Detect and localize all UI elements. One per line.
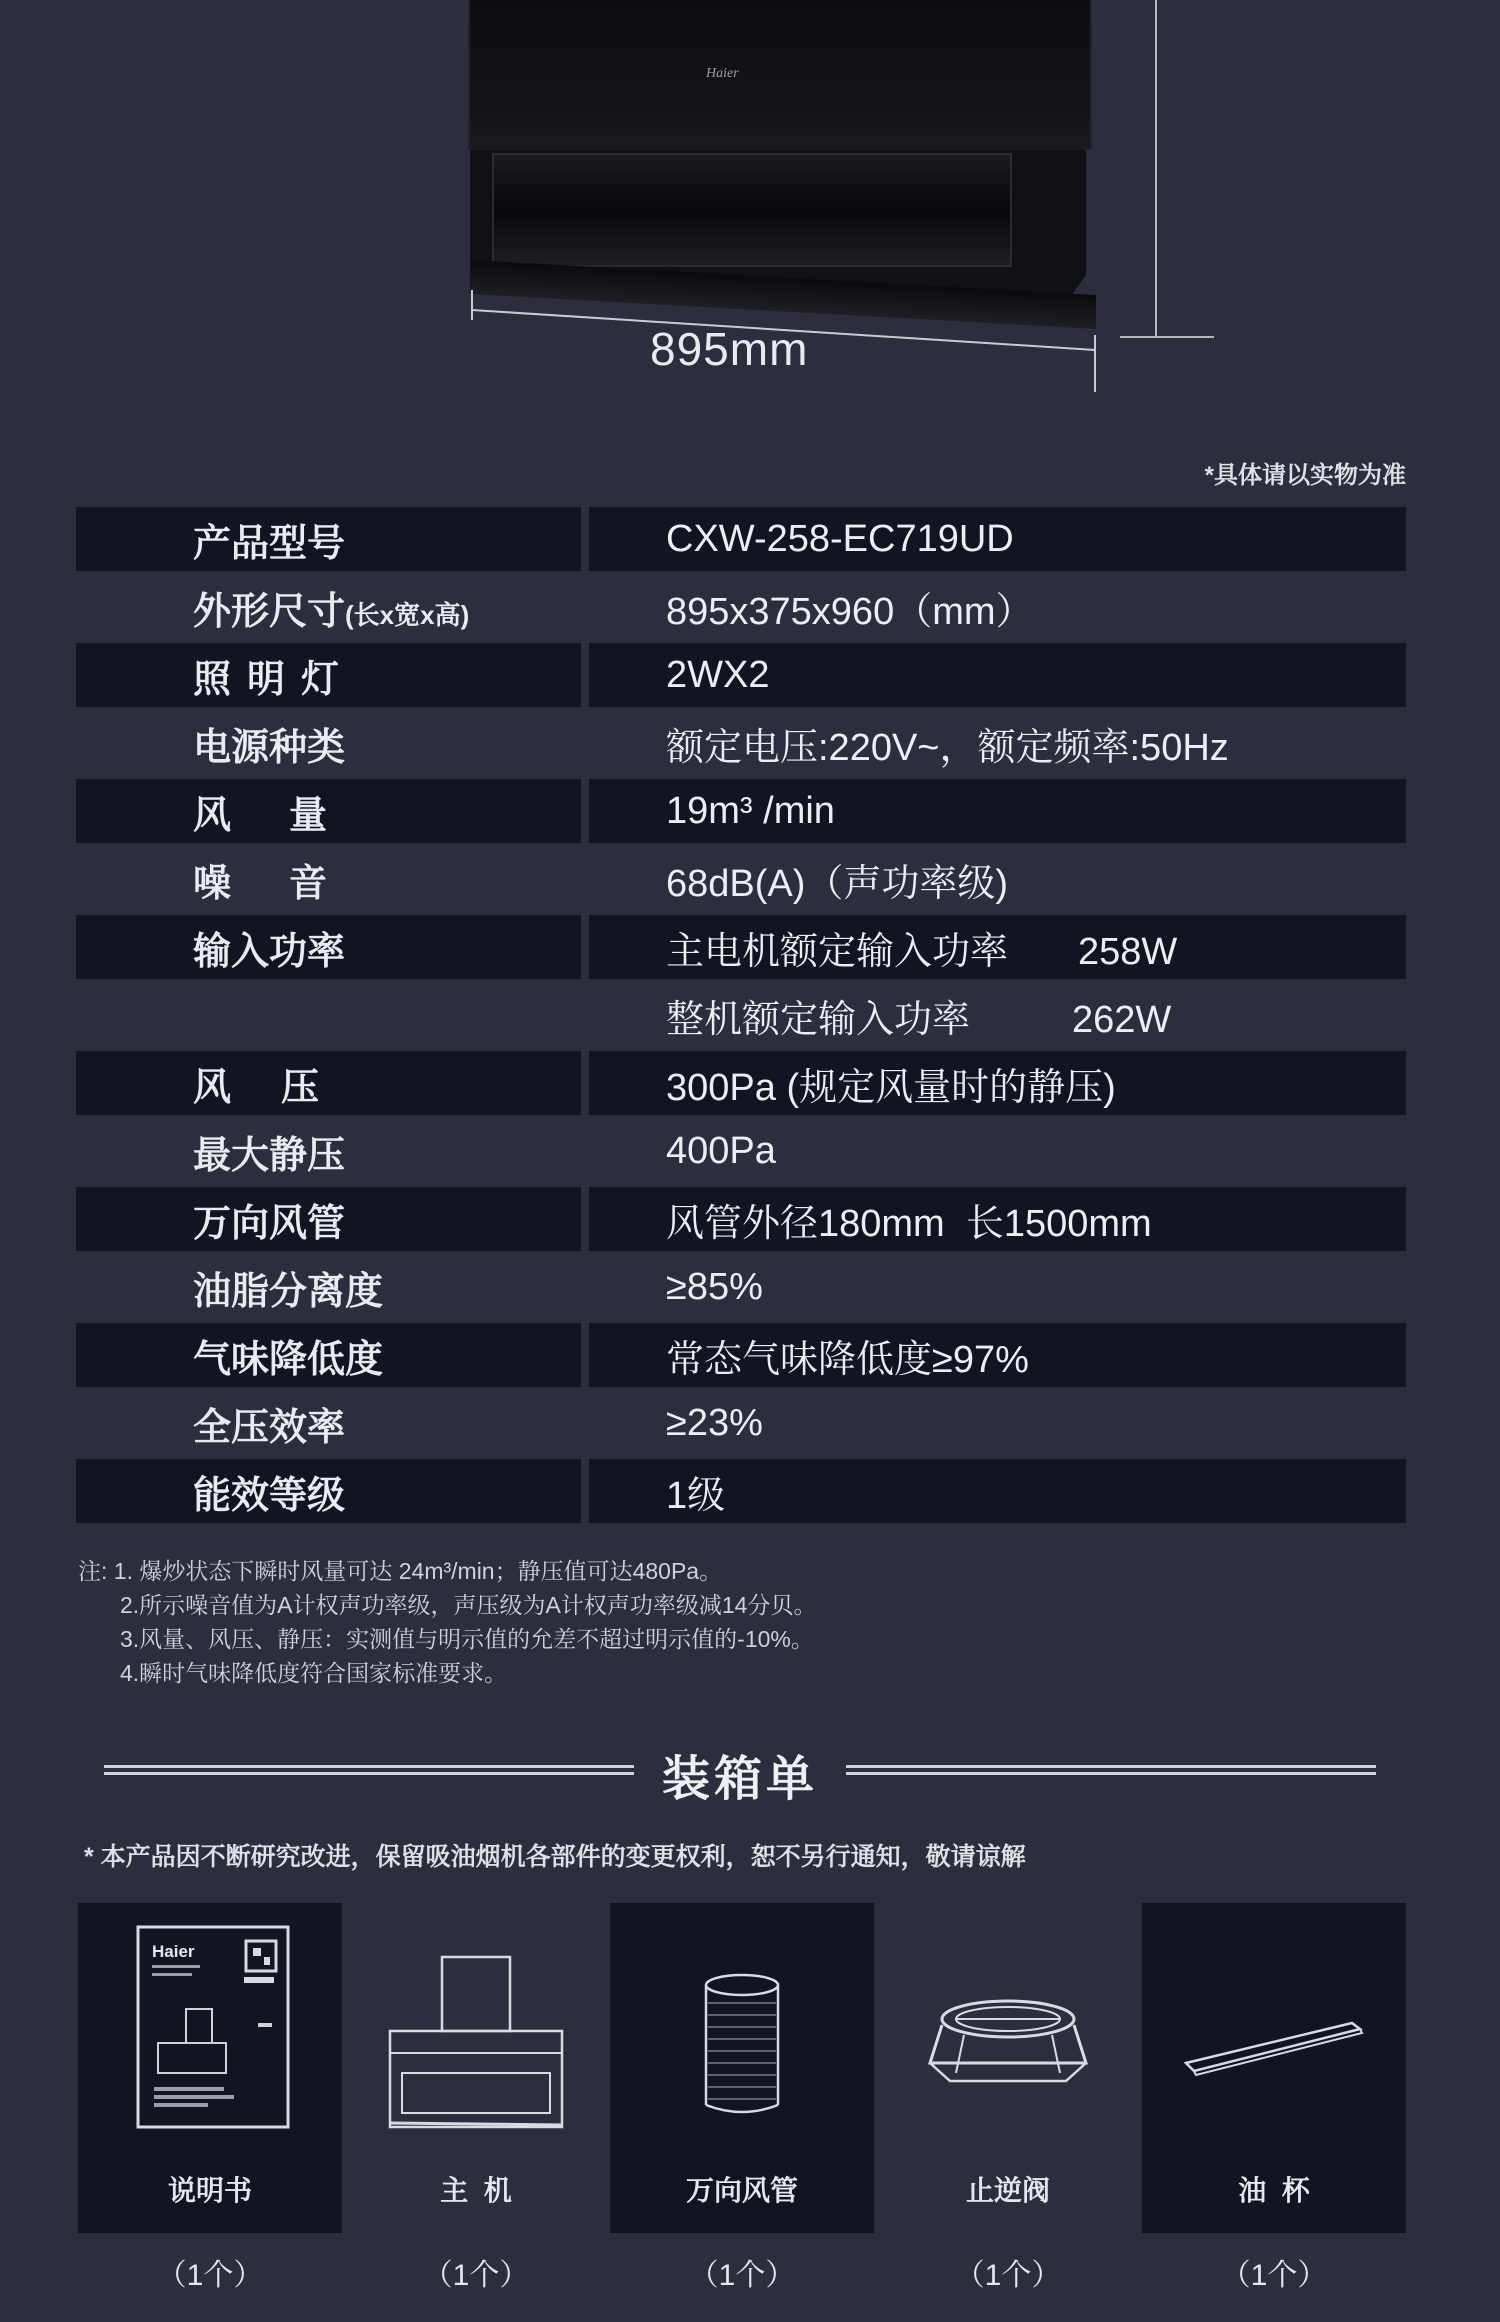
divider-right bbox=[846, 1765, 1376, 1775]
spec-label: 产品型号 bbox=[193, 522, 346, 565]
range-hood-icon bbox=[344, 1913, 608, 2133]
packing-item-name: 主 机 bbox=[440, 2175, 512, 2206]
spec-row-airflow bbox=[76, 777, 1406, 845]
packing-item-name: 油 杯 bbox=[1238, 2175, 1310, 2206]
packing-item-name: 止逆阀 bbox=[965, 2175, 1050, 2206]
spec-value: ≥85% bbox=[666, 1265, 763, 1308]
packing-item-manual bbox=[78, 1903, 342, 2233]
spec-row-power-type bbox=[76, 709, 1406, 777]
spec-row-duct bbox=[76, 1185, 1406, 1253]
packing-item-duct bbox=[610, 1903, 874, 2233]
packing-item-name: 万向风管 bbox=[685, 2175, 798, 2206]
packing-item-qty: （1个） bbox=[954, 2259, 1062, 2292]
check-valve-icon bbox=[876, 1913, 1140, 2133]
manual-brand: Haier bbox=[152, 1942, 195, 1961]
width-dimension-label: 895mm bbox=[650, 323, 809, 375]
packing-item-name: 说明书 bbox=[167, 2175, 252, 2206]
note-line: 注: 1. 爆炒状态下瞬时风量可达 24m³/min；静压值可达480Pa。 bbox=[78, 1558, 723, 1584]
spec-row-air-pressure bbox=[76, 1049, 1406, 1117]
packing-list-header bbox=[104, 1740, 1376, 1806]
spec-row-total-power bbox=[76, 981, 1406, 1049]
spec-row-noise bbox=[76, 845, 1406, 913]
note-line: 2.所示噪音值为A计权声功率级，声压级为A计权声功率级减14分贝。 bbox=[120, 1592, 817, 1618]
packing-item-qty: （1个） bbox=[156, 2259, 264, 2292]
spec-label: 风压 bbox=[193, 1066, 370, 1109]
spec-label: 输入功率 bbox=[193, 930, 346, 973]
spec-value: 2WX2 bbox=[666, 653, 770, 696]
packing-item-qty: （1个） bbox=[422, 2259, 530, 2292]
spec-value: 1级 bbox=[666, 1474, 726, 1517]
note-line: 4.瞬时气味降低度符合国家标准要求。 bbox=[120, 1660, 508, 1686]
spec-label: 电源种类 bbox=[193, 726, 346, 769]
spec-row-input-power bbox=[76, 913, 1406, 981]
packing-item-main-unit bbox=[344, 1903, 608, 2233]
spec-value: 风管外径180mm 长1500mm bbox=[666, 1202, 1152, 1245]
spec-row-lighting bbox=[76, 641, 1406, 709]
spec-label: 油脂分离度 bbox=[193, 1270, 384, 1313]
range-hood-cavity bbox=[492, 153, 1012, 267]
manual-icon bbox=[78, 1913, 342, 2133]
spec-row-energy-grade bbox=[76, 1457, 1406, 1525]
spec-value: 300Pa (规定风量时的静压) bbox=[666, 1066, 1116, 1109]
spec-label: 气味降低度 bbox=[193, 1338, 384, 1381]
spec-value: 常态气味降低度≥97% bbox=[666, 1338, 1029, 1381]
spec-label: 风量 bbox=[193, 794, 386, 837]
spec-value: 400Pa bbox=[666, 1129, 776, 1172]
packing-item-oil-cup bbox=[1142, 1903, 1406, 2233]
spec-label: 照明灯 bbox=[193, 658, 356, 701]
spec-label: 万向风管 bbox=[193, 1202, 346, 1245]
spec-value: 895x375x960（mm） bbox=[666, 590, 1034, 633]
spec-row-model bbox=[76, 505, 1406, 573]
spec-table bbox=[76, 505, 1406, 1525]
spec-value: CXW-258-EC719UD bbox=[666, 517, 1014, 560]
spec-row-efficiency bbox=[76, 1389, 1406, 1457]
oil-cup-icon bbox=[1142, 1913, 1406, 2133]
packing-item-check-valve bbox=[876, 1903, 1140, 2233]
spec-value-number: 262W bbox=[1072, 998, 1172, 1041]
spec-value: 19m³ /min bbox=[666, 789, 835, 832]
height-dimension-tick bbox=[1120, 336, 1214, 338]
spec-value-number: 258W bbox=[1078, 930, 1178, 973]
packing-item-qty: （1个） bbox=[1220, 2259, 1328, 2292]
note-line: 3.风量、风压、静压：实测值与明示值的允差不超过明示值的-10%。 bbox=[120, 1626, 814, 1652]
spec-label: 外形尺寸 bbox=[193, 590, 346, 633]
spec-row-dimensions bbox=[76, 573, 1406, 641]
spec-row-grease-separation bbox=[76, 1253, 1406, 1321]
spec-row-max-static-pressure bbox=[76, 1117, 1406, 1185]
spec-label: 能效等级 bbox=[193, 1474, 346, 1517]
height-dimension-line bbox=[1155, 0, 1157, 338]
spec-label: 全压效率 bbox=[193, 1406, 346, 1449]
range-hood-image bbox=[468, 0, 1092, 150]
spec-notes bbox=[78, 1554, 816, 1690]
spec-value: 主电机额定输入功率 bbox=[666, 930, 1009, 973]
reference-note: *具体请以实物为准 bbox=[1204, 462, 1406, 489]
packing-item-qty: （1个） bbox=[688, 2259, 796, 2292]
hood-brand-logo: Haier bbox=[706, 66, 739, 81]
duct-icon bbox=[610, 1913, 874, 2133]
spec-value: ≥23% bbox=[666, 1401, 763, 1444]
spec-label: 最大静压 bbox=[193, 1134, 346, 1177]
packing-disclaimer: * 本产品因不断研究改进，保留吸油烟机各部件的变更权利，恕不另行通知，敬请谅解 bbox=[84, 1843, 1026, 1871]
spec-value: 额定电压:220V~，额定频率:50Hz bbox=[666, 726, 1229, 769]
packing-items bbox=[78, 1903, 1406, 2233]
spec-value: 整机额定输入功率 bbox=[666, 998, 971, 1041]
spec-label: 噪音 bbox=[193, 862, 386, 905]
spec-value: 68dB(A)（声功率级) bbox=[666, 862, 1009, 905]
spec-label-sub: (长x宽x高) bbox=[345, 599, 470, 630]
spec-row-odor-reduction bbox=[76, 1321, 1406, 1389]
packing-list-title: 装箱单 bbox=[661, 1753, 818, 1806]
product-hero bbox=[0, 0, 1500, 400]
